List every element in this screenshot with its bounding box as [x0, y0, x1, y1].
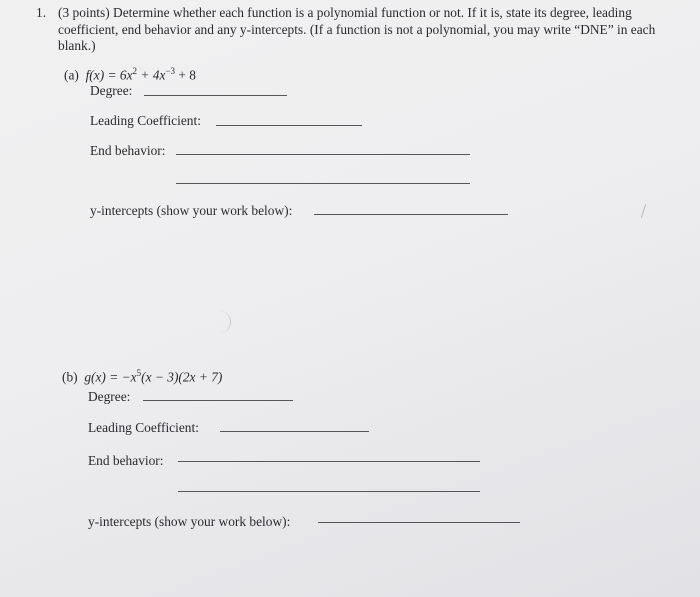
pencil-curve-mark [220, 311, 231, 333]
part-a-fn-mid: + 4x [137, 67, 166, 83]
part-b-yint-label [88, 514, 290, 530]
part-b-degree-label: Degree: [88, 389, 131, 404]
part-a-leading-blank[interactable] [216, 125, 362, 126]
part-b-label: (b) [62, 369, 78, 385]
part-a-leading-label: Leading Coefficient: [90, 113, 201, 128]
part-b-leading-label: Leading Coefficient: [88, 420, 199, 435]
part-b-leading-blank[interactable] [220, 431, 369, 432]
part-a-exp2: −3 [165, 66, 175, 76]
part-a-end-blank-2[interactable] [176, 183, 470, 184]
part-b-yint-text: y-intercepts (show your work below): [88, 514, 291, 529]
part-b-end-blank-1[interactable] [178, 461, 480, 462]
part-b-degree-blank[interactable] [143, 400, 293, 401]
question-number: 1. [36, 5, 47, 20]
part-a-label: (a) [64, 67, 79, 83]
part-b-exp1: 5 [136, 368, 142, 378]
part-b-fn-tail: (x − 3)(2x + 7) [141, 369, 223, 385]
part-b-fn-name: g(x) = −x [84, 369, 137, 385]
part-b-yint-blank[interactable] [318, 522, 520, 523]
question-instructions: (3 points) Determine whether each function is a polynomial function or not. If it is, state its degree, leading coefficient, end behavior and any y-intercepts. (If a function is not a polynomial, you may write “DNE” in each blank.) [58, 5, 656, 53]
part-a-fn-tail: + 8 [174, 67, 196, 83]
part-b-function [62, 368, 222, 385]
part-b-end-label: End behavior: [88, 453, 164, 468]
part-a-end-blank-1[interactable] [176, 154, 470, 155]
part-a-degree-label: Degree: [90, 83, 133, 98]
question-header [36, 5, 686, 55]
part-a-fn-name: f(x) = 6x [85, 67, 133, 83]
part-a-exp1: 2 [132, 66, 138, 76]
part-a-degree-blank[interactable] [144, 95, 287, 96]
part-a-yint-blank[interactable] [314, 214, 508, 215]
part-a-yint-label [90, 203, 292, 219]
part-a-function [64, 66, 196, 83]
part-a-end-label: End behavior: [90, 143, 166, 158]
part-b-end-blank-2[interactable] [178, 491, 480, 492]
pencil-tick-mark [641, 204, 646, 218]
part-a-yint-text: y-intercepts (show your work below): [90, 203, 293, 218]
